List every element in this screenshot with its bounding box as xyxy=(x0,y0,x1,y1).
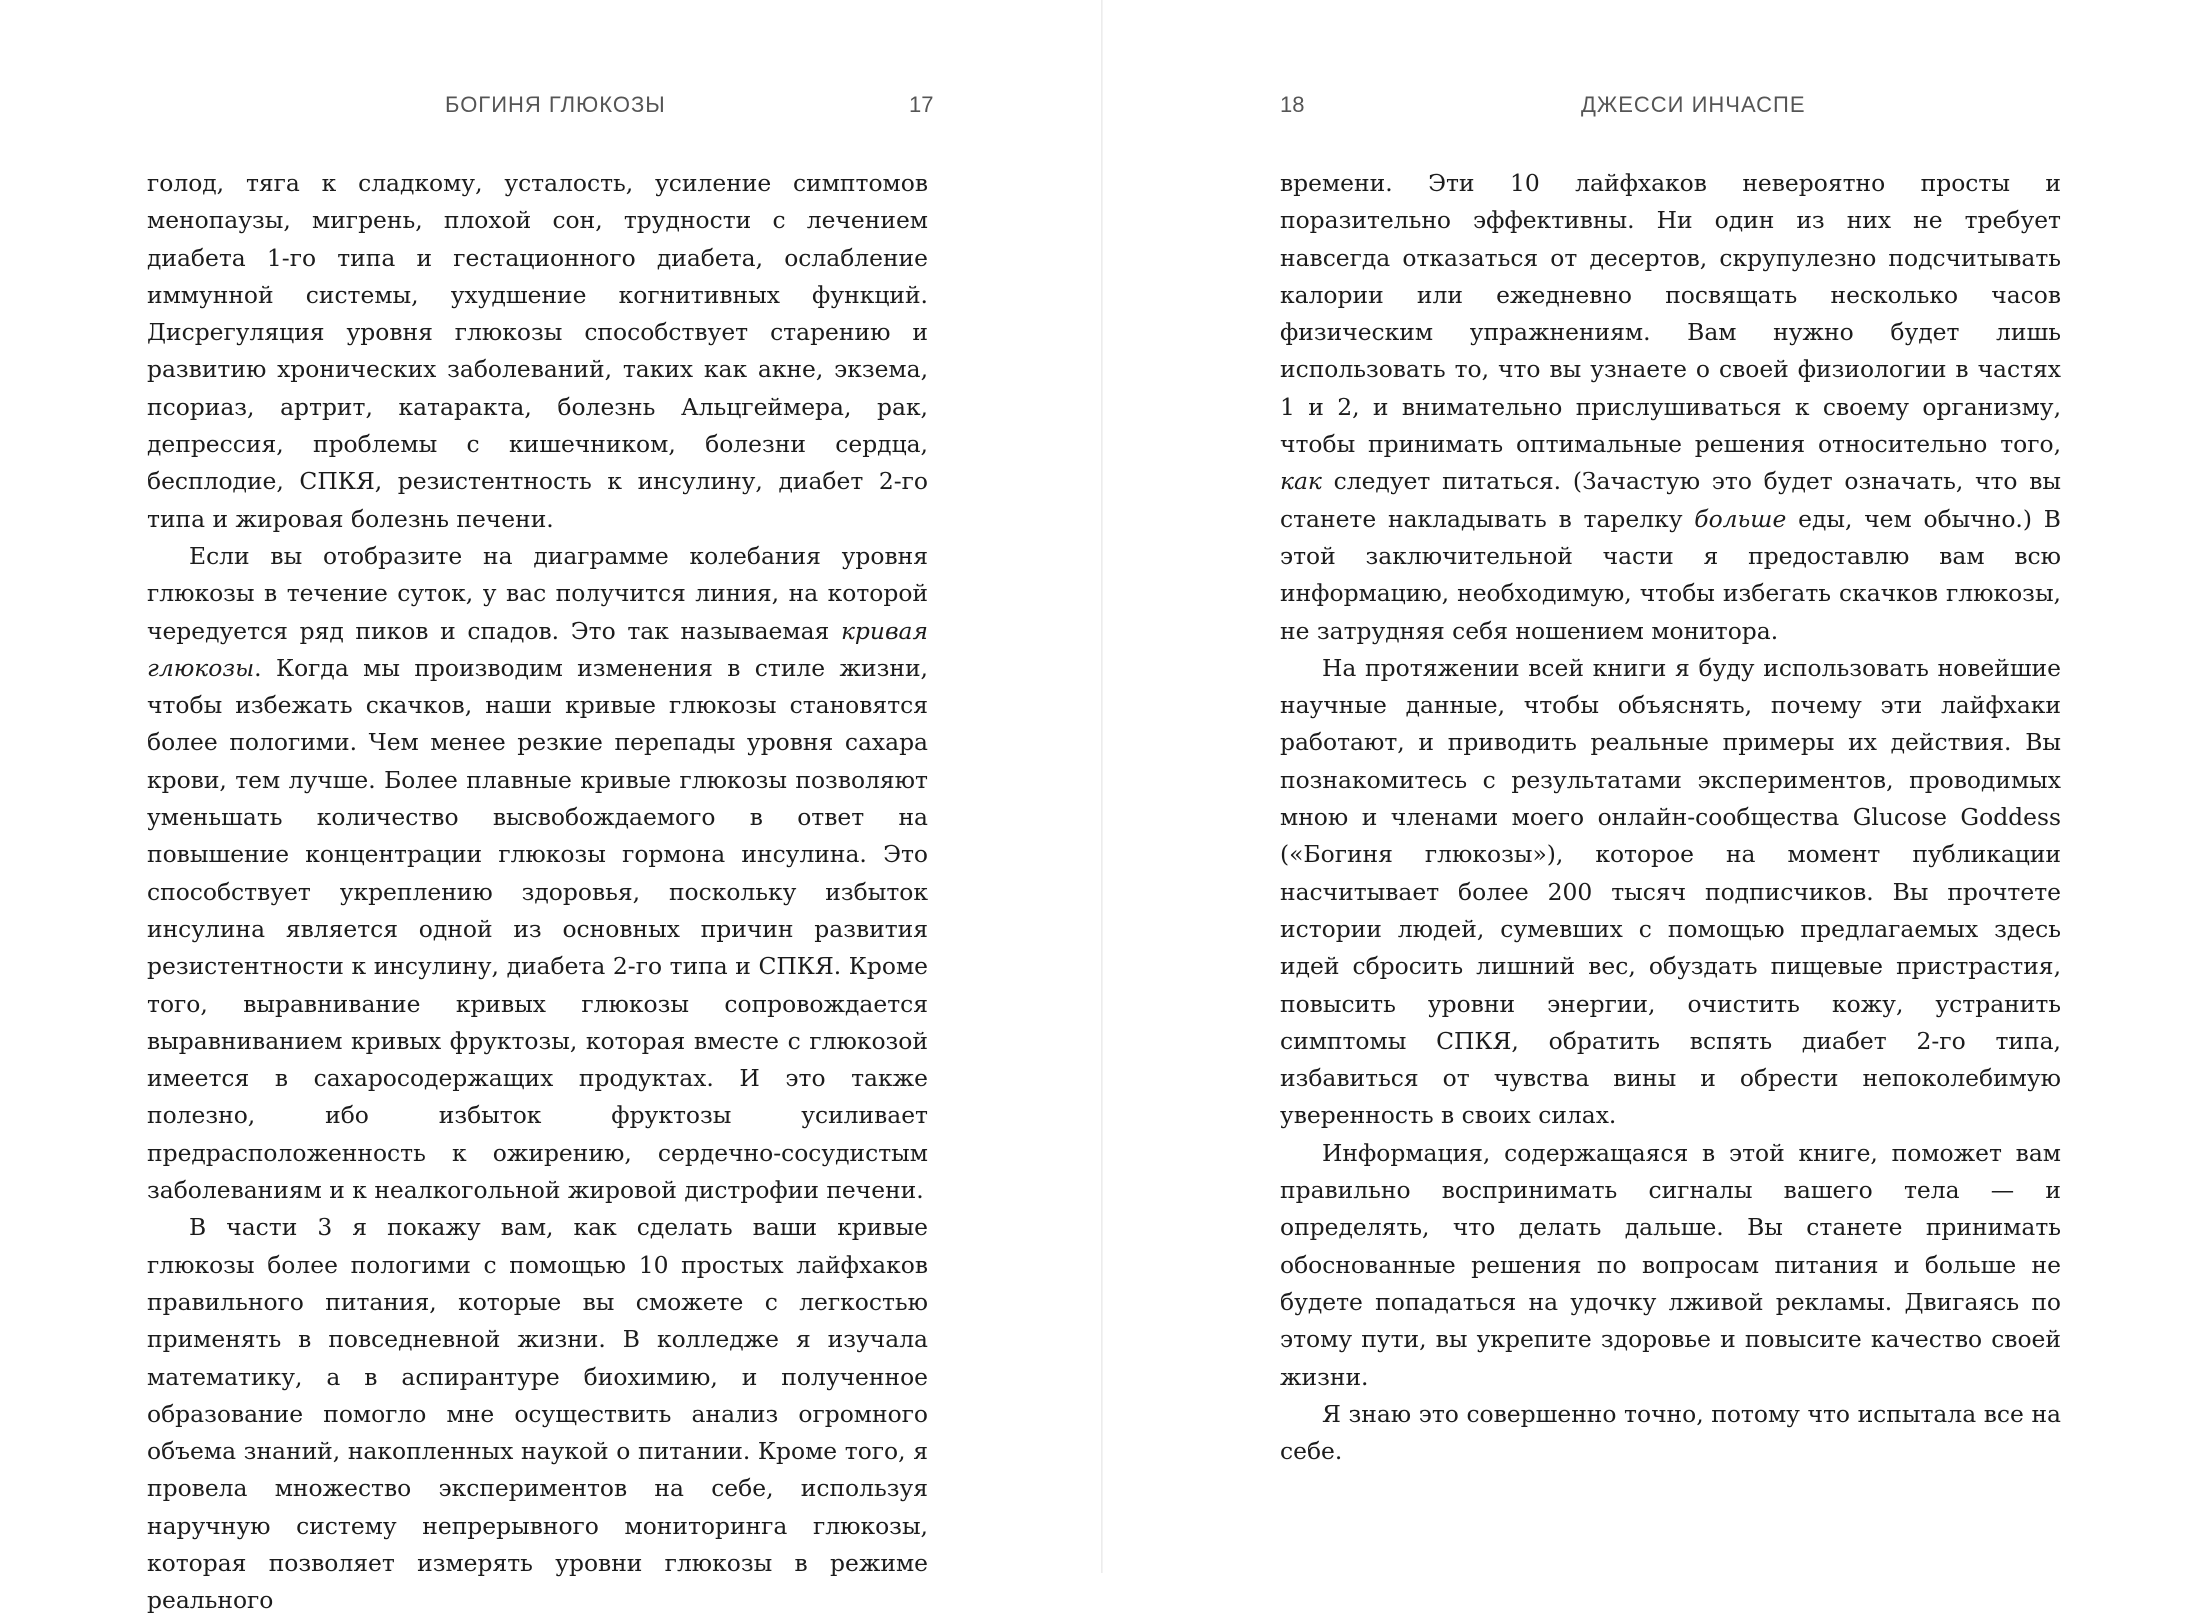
left-paragraph-2-end: . Когда мы производим изменения в стиле жизни, чтобы избежать скачков, наши кривые глюкозы становятся более пологими. Чем менее резкие перепады уровня сахара крови, тем лучше. Более плавные кривые глюкозы позволяют уменьшать количество высвобождаемого в ответ на повышение концентрации глюкозы гормона инсулина. Это способствует укреплению здоровья, поскольку избыток инсулина является одной из основных причин развития резистентности к инсулину, диабета 2-го типа и СПКЯ. Кроме того, выравнивание кривых глюкозы сопровождается выравниванием кривых фруктозы, которая вместе с глюкозой имеется в сахаросодержащих продуктах. И это также полезно, ибо избыток фруктозы усиливает предрасположенность к ожирению, сердечно-сосудистым заболеваниям и к неалкогольной жировой дистрофии печени. xyxy=(147,653,928,1205)
right-text-block xyxy=(1280,165,2061,1470)
left-paragraph-3: В части 3 я покажу вам, как сделать ваши кривые глюкозы более пологими с помощью 10 простых лайфхаков правильного питания, которые вы сможете с легкостью применять в повседневной жизни. В колледже я изучала математику, а в аспирантуре биохимию, и полученное образование помогло мне осуществить анализ огромного объема знаний, накопленных наукой о питании. Кроме того, я провела множество экспериментов на себе, используя наручную систему непрерывного мониторинга глюкозы, которая позволяет измерять уровни глюкозы в режиме реального xyxy=(147,1213,928,1615)
right-paragraph-3: Информация, содержащаяся в этой книге, поможет вам правильно воспринимать сигналы вашего тела — и определять, что делать дальше. Вы станете принимать обоснованные решения по вопросам питания и больше не будете попадаться на удочку лживой рекламы. Двигаясь по этому пути, вы укрепите здоровье и повысите качество своей жизни. xyxy=(1280,1138,2061,1391)
right-paragraph-1-emphasis-2: больше xyxy=(1694,504,1787,533)
left-running-head: БОГИНЯ ГЛЮКОЗЫ xyxy=(445,92,666,117)
right-running-head: ДЖЕССИ ИНЧАСПЕ xyxy=(1581,92,1806,117)
right-paragraph-2: На протяжении всей книги я буду использовать новейшие научные данные, чтобы объяснять, почему эти лайфхаки работают, и приводить реальные примеры их действия. Вы познакомитесь с результатами экспериментов, проводимых мною и членами моего онлайн-сообщества Glucose Goddess («Богиня глюкозы»), которое на момент публикации насчитывает более 200 тысяч подписчиков. Вы прочтете истории людей, сумевших с помощью предлагаемых здесь идей сбросить лишний вес, обуздать пищевые пристрастия, повысить уровни энергии, очистить кожу, устранить симптомы СПКЯ, обратить вспять диабет 2-го типа, избавиться от чувства вины и обрести непоколебимую уверенность в своих силах. xyxy=(1280,653,2061,1130)
right-paragraph-1-middle: следует питаться. (Зачастую это будет означать, что вы станете накладывать в тарелку xyxy=(1280,467,2061,533)
left-page xyxy=(0,0,1102,1615)
left-paragraph-2-start: Если вы отобразите на диаграмме колебания уровня глюкозы в течение суток, у вас получится линия, на которой чередуется ряд пиков и спадов. Это так называемая xyxy=(147,541,928,645)
left-paragraph-2 xyxy=(147,538,928,1209)
right-paragraph-1-start: времени. Эти 10 лайфхаков невероятно просты и поразительно эффективны. Ни один из них не требует навсегда отказаться от десертов, скрупулезно подсчитывать калории или ежедневно посвящать несколько часов физическим упражнениям. Вам нужно будет лишь использовать то, что вы узнаете о своей физиологии в частях 1 и 2, и внимательно прислушиваться к своему организму, чтобы принимать оптимальные решения относительно того, xyxy=(1280,169,2061,459)
left-text-block xyxy=(147,165,928,1620)
right-page-number: 18 xyxy=(1280,92,1305,117)
left-paragraph-2-emphasis: кривая глюкозы xyxy=(147,616,928,682)
right-paragraph-1-emphasis-1: как xyxy=(1280,467,1322,496)
left-paragraph-1: голод, тяга к сладкому, усталость, усиление симптомов менопаузы, мигрень, плохой сон, трудности с лечением диабета 1-го типа и гестационного диабета, ослабление иммунной системы, ухудшение когнитивных функций. Дисрегуляция уровня глюкозы способствует старению и развитию хронических заболеваний, таких как акне, экзема, псориаз, артрит, катаракта, болезнь Альцгеймера, рак, депрессия, проблемы с кишечником, болезни сердца, бесплодие, СПКЯ, резистентность к инсулину, диабет 2-го типа и жировая болезнь печени. xyxy=(147,169,928,533)
right-paragraph-1-end: еды, чем обычно.) В этой заключительной части я предоставлю вам всю информацию, необходимую, чтобы избегать скачков глюкозы, не затрудняя себя ношением монитора. xyxy=(1280,504,2061,645)
right-paragraph-4: Я знаю это совершенно точно, потому что испытала все на себе. xyxy=(1280,1399,2061,1466)
left-page-number: 17 xyxy=(909,92,934,117)
right-paragraph-1 xyxy=(1280,165,2061,650)
right-page xyxy=(1103,0,2205,1573)
